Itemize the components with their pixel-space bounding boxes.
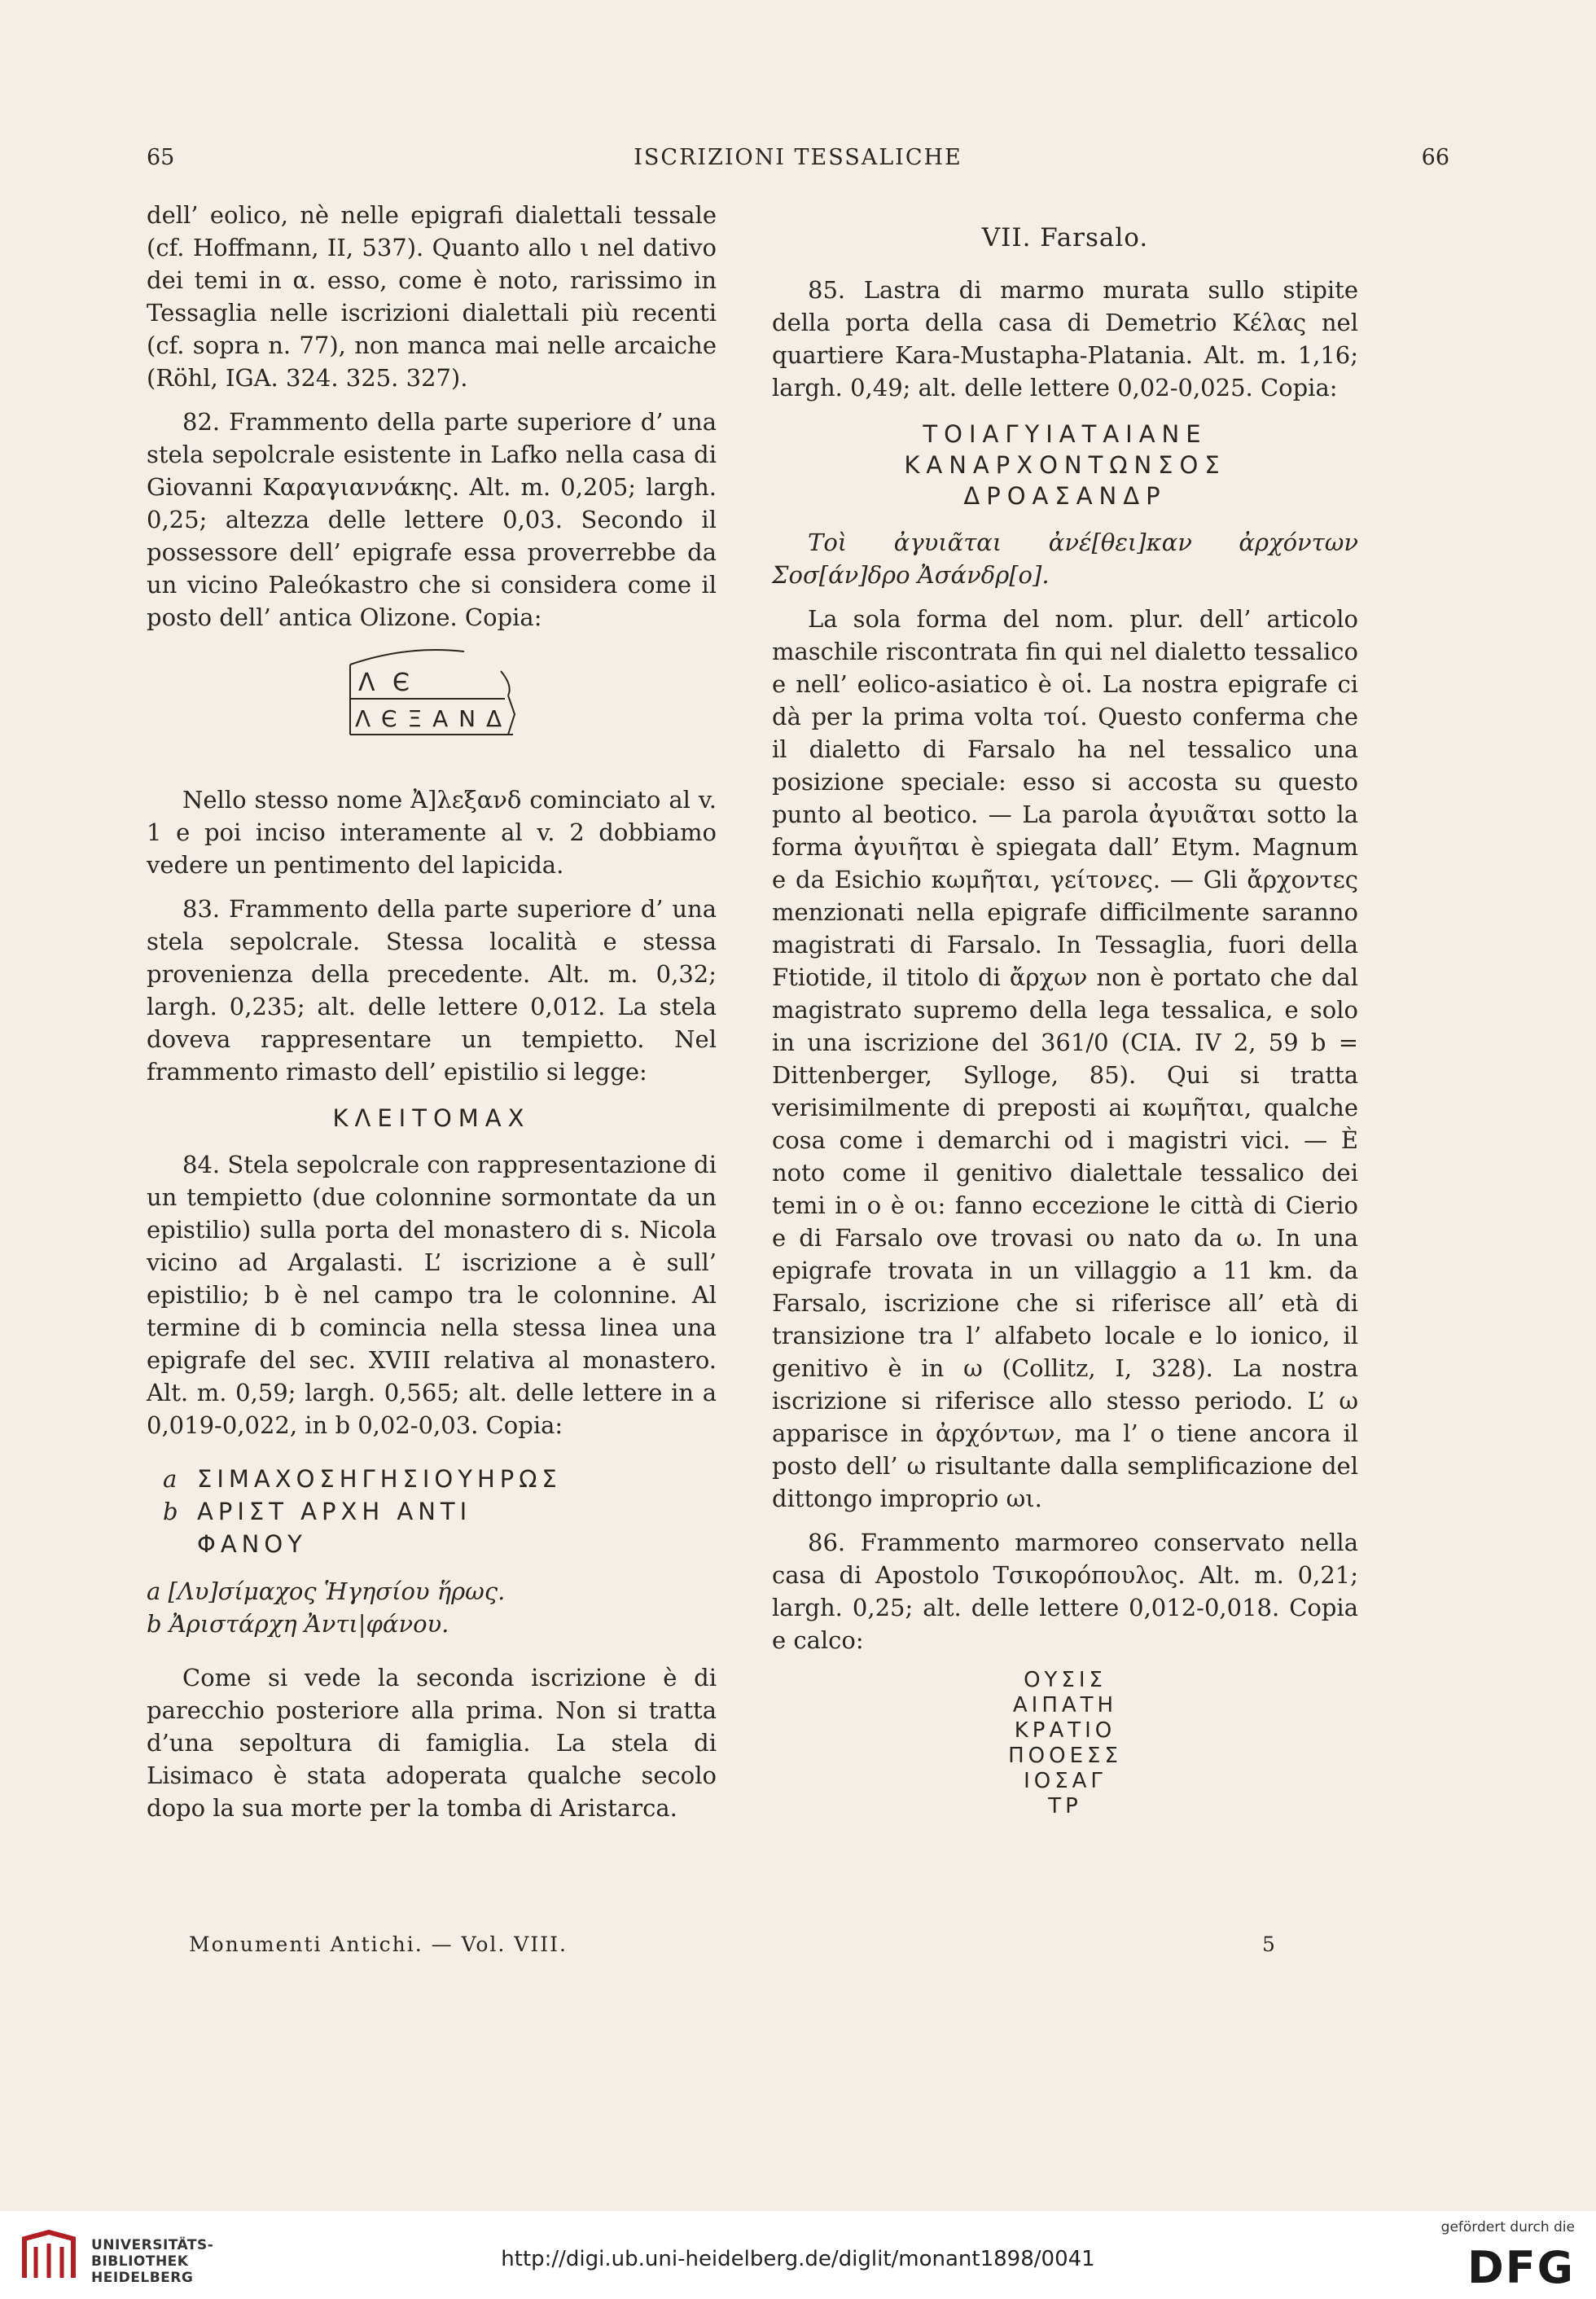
inscription-84: [147, 1463, 717, 1560]
section-title: VII. Farsalo.: [981, 223, 1149, 252]
paragraph: La sola forma del nom. plur. dell’ articolo maschile riscontrata fin qui nel dialetto tessalico e nell’ eolico-asiatico è οἱ. La nostra epigrafe ci dà per la prima volta τοί. Questo conferma che il dialetto di Farsalo ha nel tessalico una posizione speciale: esso si accosta su questo punto al beotico. — La parola ἀγυιᾶται sotto la forma ἀγυιῆται è spiegata dall’ Etym. Magnum e da Esichio κωμῆται, γείτονες. — Gli ἄρχοντες menzionati nella epigrafe difficilmente saranno magistrati di Farsalo. In Tessaglia, fuori della Ftiotide, il titolo di ἄρχων non è portato che dal magistrato supremo della lega tessalica, e solo in una iscrizione del 361/0 (CIA. IV 2, 59 b = Dittenberger, Sylloge, 85). Qui si tratta verisimilmente di preposti ai κωμῆται, qualche cosa come i demarchi od i magistri vici. — È noto come il genitivo dialettale tessalico dei temi in ο è οι: fanno eccezione le città di Cierio e di Farsalo ove trovasi ου nato da ω. In una epigrafe trovata in un villaggio a 11 km. da Farsalo, iscrizione che si riferisce all’ età di transizione tra l’ alfabeto locale e lo ionico, il genitivo è in ω (Collitz, I, 328). La nostra iscrizione si riferisce allo stesso periodo. L’ ω apparisce in ἀρχόντων, ma l’ ο tiene ancora il posto dell’ ω risultante dalla semplificazione del dittongo improprio ωι.: [772, 605, 1358, 1512]
label-b: b: [147, 1610, 162, 1638]
fragment-line-2: Λ Є Ξ Α Ν Δ: [355, 705, 504, 732]
library-name-line: HEIDELBERG: [91, 2270, 194, 2286]
paragraph: Nello stesso nome Ἀ]λεξανδ cominciato al v. 1 e poi inciso interamente al v. 2 dobbiamo vedere un pentimento del lapicida.: [147, 786, 717, 879]
footer-signature-number: 5: [1262, 1933, 1275, 1956]
page-number-left: 65: [147, 145, 175, 170]
permalink-url[interactable]: http://digi.ub.uni-heidelberg.de/diglit/monant1898/0041: [501, 2247, 1095, 2271]
inscription-85-line-3: ΔΡΟΑΣΑΝΔΡ: [963, 482, 1167, 510]
inscription-86-line: ΑΙΠΑΤΗ: [1012, 1693, 1118, 1718]
running-head: [0, 145, 1596, 178]
right-column: [772, 199, 1358, 1827]
library-name-line: BIBLIOTHEK: [91, 2253, 189, 2270]
dfg-logo: DFG: [1467, 2242, 1575, 2293]
paragraph-83: 83. Frammento della parte superiore d’ una stela sepolcrale. Stessa località e stessa provenienza della precedente. Alt. m. 0,32; largh. 0,235; alt. delle lettere 0,012. La stela doveva rappresentare un tempietto. Nel frammento rimasto dell’ epistilio si legge:: [147, 895, 717, 1086]
label-b: b: [163, 1498, 178, 1525]
transliteration-84: [147, 1575, 717, 1640]
library-name-line: UNIVERSITÄTS-: [91, 2237, 214, 2253]
inscription-b-line2: ΦΑΝΟΥ: [197, 1530, 307, 1558]
inscription-86-line: ΙΟΣΑΓ: [1024, 1769, 1107, 1793]
inscription-86-line: ΤΡ: [1048, 1794, 1082, 1819]
label-a: a: [147, 1577, 161, 1605]
paragraph: dell’ eolico, nè nelle epigrafi dialettali tessale (cf. Hoffmann, II, 537). Quanto allo ι nel dativo dei temi in α. esso, come è noto, rarissimo in Tessaglia nelle iscrizioni dialettali più recenti (cf. sopra n. 77), non manca mai nelle arcaiche (Röhl, IGA. 324. 325. 327).: [147, 201, 717, 392]
funded-by-label: gefördert durch die: [1440, 2219, 1575, 2235]
transliteration-a: [Λυ]σίμαχος Ἡγησίου ἥρως.: [168, 1577, 506, 1605]
paragraph: Come si vede la seconda iscrizione è di parecchio posteriore alla prima. Non si tratta d’una sepoltura di famiglia. La stela di Lisimaco è stata adoperata qualche secolo dopo la sua morte per la tomba di Aristarca.: [147, 1664, 717, 1822]
transliteration-85: Τοὶ ἀγυιᾶται ἀνέ[θει]καν ἀρχόντων Σοσ[άν]δρο Ἀσάνδρ[ο].: [772, 529, 1358, 589]
inscription-b: ΑΡΙΣΤ ΑΡΧΗ ΑΝΤΙ: [197, 1498, 472, 1525]
stela-fragment-drawing: [334, 645, 529, 751]
inscription-85-line-2: ΚΑΝΑΡΧΟΝΤΩΝΣΟΣ: [904, 451, 1226, 479]
inscription-86-line: ΚΡΑΤΙΟ: [1014, 1718, 1116, 1743]
inscription-a: ΣΙΜΑΧΟΣΗΓΗΣΙΟΥΗΡΩΣ: [197, 1465, 562, 1493]
inscription-86-line: ΟΥΣΙΣ: [1024, 1668, 1107, 1692]
inscription-83: ΚΛΕΙΤΟΜΑΧ: [332, 1104, 531, 1132]
transliteration-b: Ἀριστάρχη Ἀντι|φάνου.: [169, 1610, 449, 1638]
paragraph-82: 82. Frammento della parte superiore d’ una stela sepolcrale esistente in Lafko nella casa di Giovanni Καραγιαννάκης. Alt. m. 0,205; largh. 0,25; altezza delle lettere 0,03. Secondo il possessore dell’ epigrafe essa proverrebbe da un vicino Paleókastro che si considera come il posto dell’ antica Olizone. Copia:: [147, 408, 717, 631]
inscription-85-line-1: ΤΟΙΑΓΥΙΑΤΑΙΑΝΕ: [923, 420, 1208, 448]
fragment-line-1: Λ Є: [358, 669, 415, 697]
left-column: [147, 199, 717, 1836]
paragraph-85: 85. Lastra di marmo murata sullo stipite della porta della casa di Demetrio Κέλας nel quartiere Kara-Mustapha-Platania. Alt. m. 1,16; largh. 0,49; alt. delle lettere 0,02-0,025. Copia:: [772, 276, 1358, 401]
inscription-86: [772, 1668, 1358, 1819]
paragraph-84: 84. Stela sepolcrale con rappresentazione di un tempietto (due colonnine sormontate da un epistilio) sulla porta del monastero di s. Nicola vicino ad Argalasti. L’ iscrizione a è sull’ epistilio; b è nel campo tra le colonnine. Al termine di b comincia nella stessa linea una epigrafe del sec. XVIII relativa al monastero. Alt. m. 0,59; largh. 0,565; alt. delle lettere in a 0,019-0,022, in b 0,02-0,03. Copia:: [147, 1151, 717, 1439]
running-title: ISCRIZIONI TESSALICHE: [634, 145, 962, 170]
footer-signature: Monumenti Antichi. — Vol. VIII.: [189, 1933, 568, 1956]
page-number-right: 66: [1421, 145, 1449, 170]
label-a: a: [163, 1465, 178, 1493]
digitization-bar: [0, 2211, 1596, 2299]
paragraph-86: 86. Frammento marmoreo conservato nella casa di Apostolo Τσικορόπουλος. Alt. m. 0,21; largh. 0,25; alt. delle lettere 0,012-0,018. Copia e calco:: [772, 1529, 1358, 1654]
inscription-85: [772, 419, 1358, 511]
inscription-86-line: ΠΟΟΕΣΣ: [1008, 1744, 1122, 1768]
